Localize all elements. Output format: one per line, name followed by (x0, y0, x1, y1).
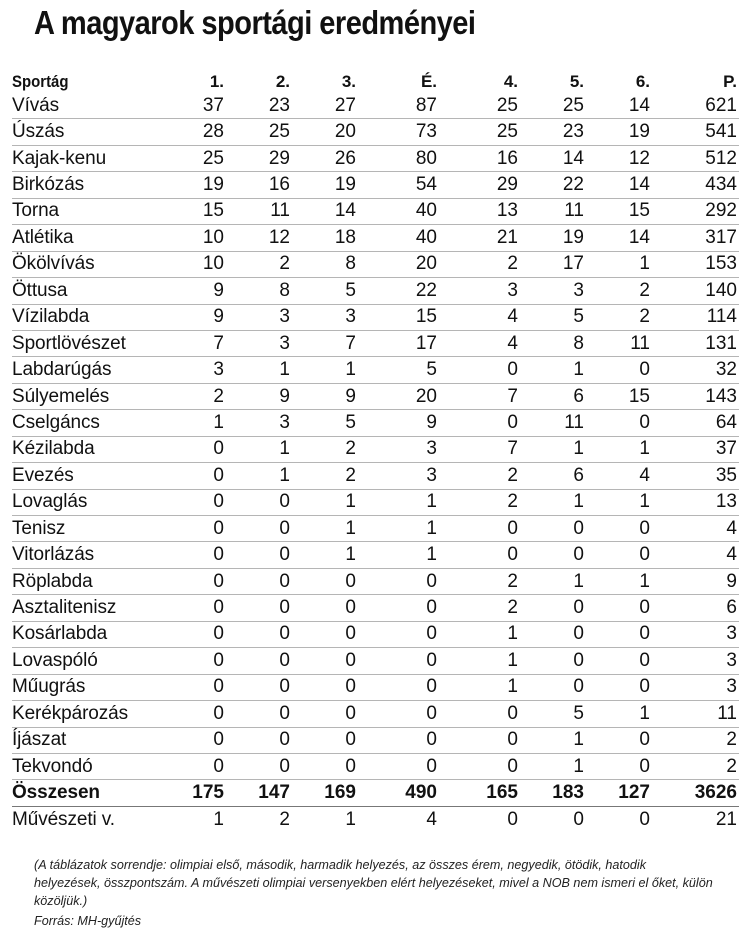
value-cell: 87 (358, 93, 439, 119)
value-cell: 1 (439, 621, 520, 647)
value-cell: 1 (520, 568, 586, 594)
value-cell: 37 (652, 436, 739, 462)
value-cell: 25 (226, 119, 292, 145)
value-cell: 0 (586, 595, 652, 621)
value-cell: 0 (226, 568, 292, 594)
value-cell: 14 (586, 93, 652, 119)
value-cell: 5 (358, 357, 439, 383)
value-cell: 10 (160, 251, 226, 277)
value-cell: 0 (226, 489, 292, 515)
value-cell: 17 (520, 251, 586, 277)
value-cell: 14 (292, 198, 358, 224)
value-cell: 0 (226, 516, 292, 542)
value-cell: 2 (439, 463, 520, 489)
value-cell: 19 (160, 172, 226, 198)
value-cell: 1 (586, 436, 652, 462)
value-cell: 1 (226, 463, 292, 489)
value-cell: 1 (439, 648, 520, 674)
value-cell: 7 (439, 383, 520, 409)
value-cell: 0 (439, 542, 520, 568)
column-header: 1. (209, 72, 224, 91)
value-cell: 0 (439, 727, 520, 753)
table-row (12, 463, 739, 489)
value-cell: 14 (586, 172, 652, 198)
sport-name-cell: Lovaspóló (12, 648, 160, 674)
value-cell: 0 (586, 357, 652, 383)
table-row (12, 489, 739, 515)
value-cell: 15 (586, 198, 652, 224)
sport-name-cell: Íjászat (12, 727, 160, 753)
value-cell: 1 (292, 489, 358, 515)
table-body (12, 93, 739, 832)
value-cell: 11 (586, 330, 652, 356)
value-cell: 18 (292, 225, 358, 251)
value-cell: 2 (439, 568, 520, 594)
value-cell: 80 (358, 145, 439, 171)
value-cell: 3 (652, 648, 739, 674)
value-cell: 1 (358, 516, 439, 542)
value-cell: 0 (358, 648, 439, 674)
value-cell: 2 (279, 808, 290, 830)
value-cell: 11 (520, 410, 586, 436)
value-cell: 1 (520, 753, 586, 779)
sport-name-cell: Birkózás (12, 172, 160, 198)
value-cell: 0 (520, 542, 586, 568)
value-cell: 6 (652, 595, 739, 621)
table-row (12, 568, 739, 594)
value-cell: 0 (358, 701, 439, 727)
value-cell: 0 (160, 568, 226, 594)
sport-name-cell: Labdarúgás (12, 357, 160, 383)
value-cell: 4 (439, 304, 520, 330)
value-cell: 0 (160, 489, 226, 515)
value-cell: 0 (226, 648, 292, 674)
value-cell: 1 (586, 701, 652, 727)
column-header: P. (723, 72, 737, 91)
sport-name-cell: Kajak-kenu (12, 145, 160, 171)
value-cell: 9 (160, 278, 226, 304)
value-cell: 54 (358, 172, 439, 198)
column-header-label: Sportág (12, 72, 69, 91)
value-cell: 40 (358, 225, 439, 251)
value-cell: 0 (226, 701, 292, 727)
sport-name-cell: Torna (12, 198, 160, 224)
column-header: 5. (569, 72, 584, 91)
value-cell: 4 (439, 330, 520, 356)
sport-name-cell: Művészeti v. (12, 808, 115, 830)
value-cell: 512 (652, 145, 739, 171)
column-header: 2. (275, 72, 290, 91)
sport-name-cell: Evezés (12, 463, 160, 489)
value-cell: 0 (292, 753, 358, 779)
sport-name-cell: Úszás (12, 119, 160, 145)
value-cell: 0 (292, 568, 358, 594)
value-cell: 13 (439, 198, 520, 224)
value-cell: 0 (226, 621, 292, 647)
value-cell: 1 (586, 251, 652, 277)
value-cell: 621 (652, 93, 739, 119)
value-cell: 0 (226, 542, 292, 568)
value-cell: 20 (292, 119, 358, 145)
value-cell: 1 (358, 542, 439, 568)
value-cell: 2 (439, 251, 520, 277)
value-cell: 3 (652, 674, 739, 700)
value-cell: 7 (292, 330, 358, 356)
value-cell: 0 (160, 753, 226, 779)
value-cell: 10 (160, 225, 226, 251)
value-cell: 0 (586, 753, 652, 779)
value-cell: 0 (160, 463, 226, 489)
value-cell: 3 (226, 304, 292, 330)
value-cell: 0 (439, 410, 520, 436)
sport-name-cell: Kézilabda (12, 436, 160, 462)
table-row (12, 648, 739, 674)
results-table (12, 67, 739, 832)
column-header: 6. (635, 72, 650, 91)
value-cell: 6 (520, 463, 586, 489)
value-cell: 11 (226, 198, 292, 224)
value-cell: 1 (292, 357, 358, 383)
table-row (12, 595, 739, 621)
value-cell: 490 (358, 780, 439, 806)
value-cell: 29 (226, 145, 292, 171)
value-cell: 0 (358, 674, 439, 700)
value-cell: 0 (507, 808, 518, 830)
sport-name-cell: Kosárlabda (12, 621, 160, 647)
art-row (12, 806, 739, 832)
table-row (12, 753, 739, 779)
value-cell: 7 (160, 330, 226, 356)
sport-name-cell: Összesen (12, 780, 160, 806)
table-row (12, 330, 739, 356)
value-cell: 143 (652, 383, 739, 409)
value-cell: 317 (652, 225, 739, 251)
value-cell: 0 (292, 727, 358, 753)
value-cell: 0 (358, 595, 439, 621)
value-cell: 3626 (652, 780, 739, 806)
table-row (12, 621, 739, 647)
value-cell: 28 (160, 119, 226, 145)
value-cell: 0 (520, 648, 586, 674)
sport-name-cell: Tekvondó (12, 753, 160, 779)
table-row (12, 542, 739, 568)
value-cell: 3 (226, 330, 292, 356)
table-row (12, 198, 739, 224)
value-cell: 40 (358, 198, 439, 224)
table-row (12, 436, 739, 462)
value-cell: 21 (715, 808, 737, 830)
value-cell: 1 (213, 808, 224, 830)
value-cell: 15 (358, 304, 439, 330)
value-cell: 0 (520, 516, 586, 542)
sport-name-cell: Atlétika (12, 225, 160, 251)
value-cell: 19 (292, 172, 358, 198)
value-cell: 0 (292, 595, 358, 621)
value-cell: 0 (586, 516, 652, 542)
sport-name-cell: Vitorlázás (12, 542, 160, 568)
value-cell: 0 (226, 727, 292, 753)
value-cell: 1 (358, 489, 439, 515)
value-cell: 147 (226, 780, 292, 806)
value-cell: 17 (358, 330, 439, 356)
value-cell: 175 (160, 780, 226, 806)
value-cell: 9 (226, 383, 292, 409)
value-cell: 14 (520, 145, 586, 171)
value-cell: 37 (160, 93, 226, 119)
value-cell: 0 (520, 621, 586, 647)
value-cell: 0 (292, 701, 358, 727)
value-cell: 1 (345, 808, 356, 830)
sport-name-cell: Ökölvívás (12, 251, 160, 277)
value-cell: 1 (160, 410, 226, 436)
value-cell: 23 (520, 119, 586, 145)
value-cell: 5 (520, 304, 586, 330)
value-cell: 3 (358, 436, 439, 462)
value-cell: 140 (652, 278, 739, 304)
value-cell: 541 (652, 119, 739, 145)
value-cell: 3 (160, 357, 226, 383)
sport-name-cell: Lovaglás (12, 489, 160, 515)
value-cell: 292 (652, 198, 739, 224)
value-cell: 4 (652, 516, 739, 542)
value-cell: 1 (520, 357, 586, 383)
value-cell: 5 (292, 278, 358, 304)
table-row (12, 304, 739, 330)
value-cell: 2 (586, 304, 652, 330)
value-cell: 0 (160, 436, 226, 462)
value-cell: 9 (292, 383, 358, 409)
value-cell: 183 (520, 780, 586, 806)
value-cell: 0 (292, 648, 358, 674)
value-cell: 169 (292, 780, 358, 806)
value-cell: 4 (652, 542, 739, 568)
column-header: 4. (503, 72, 518, 91)
sport-name-cell: Öttusa (12, 278, 160, 304)
value-cell: 19 (520, 225, 586, 251)
value-cell: 6 (520, 383, 586, 409)
value-cell: 0 (160, 701, 226, 727)
source-note: Forrás: MH-gyűjtés (34, 914, 142, 928)
value-cell: 12 (226, 225, 292, 251)
value-cell: 1 (292, 516, 358, 542)
value-cell: 27 (292, 93, 358, 119)
table-row (12, 410, 739, 436)
value-cell: 127 (586, 780, 652, 806)
column-header (12, 67, 160, 93)
value-cell: 12 (586, 145, 652, 171)
value-cell: 15 (586, 383, 652, 409)
value-cell: 73 (358, 119, 439, 145)
value-cell: 1 (586, 568, 652, 594)
value-cell: 2 (292, 436, 358, 462)
value-cell: 0 (439, 516, 520, 542)
sport-name-cell: Sportlövészet (12, 330, 160, 356)
value-cell: 0 (358, 621, 439, 647)
value-cell: 165 (439, 780, 520, 806)
table-row (12, 225, 739, 251)
value-cell: 0 (573, 808, 584, 830)
table-row (12, 251, 739, 277)
value-cell: 8 (520, 330, 586, 356)
table-row (12, 727, 739, 753)
value-cell: 7 (439, 436, 520, 462)
value-cell: 0 (358, 753, 439, 779)
value-cell: 0 (160, 595, 226, 621)
value-cell: 1 (226, 436, 292, 462)
value-cell: 9 (160, 304, 226, 330)
value-cell: 32 (652, 357, 739, 383)
value-cell: 0 (586, 542, 652, 568)
table-row (12, 674, 739, 700)
value-cell: 2 (652, 727, 739, 753)
sport-name-cell: Cselgáncs (12, 410, 160, 436)
sport-name-cell: Vívás (12, 93, 160, 119)
value-cell: 13 (652, 489, 739, 515)
sport-name-cell: Röplabda (12, 568, 160, 594)
sport-name-cell: Asztalitenisz (12, 595, 160, 621)
value-cell: 25 (439, 93, 520, 119)
value-cell: 0 (439, 701, 520, 727)
value-cell: 9 (652, 568, 739, 594)
page-title: A magyarok sportági eredményei (34, 4, 476, 41)
value-cell: 0 (160, 727, 226, 753)
table-row (12, 93, 739, 119)
value-cell: 0 (226, 595, 292, 621)
value-cell: 35 (652, 463, 739, 489)
value-cell: 2 (226, 251, 292, 277)
header-row (12, 67, 739, 93)
value-cell: 1 (292, 542, 358, 568)
value-cell: 3 (226, 410, 292, 436)
value-cell: 1 (520, 436, 586, 462)
value-cell: 0 (292, 674, 358, 700)
value-cell: 0 (439, 753, 520, 779)
sport-name-cell: Súlyemelés (12, 383, 160, 409)
value-cell: 2 (439, 595, 520, 621)
value-cell: 26 (292, 145, 358, 171)
value-cell: 14 (586, 225, 652, 251)
value-cell: 2 (586, 278, 652, 304)
value-cell: 1 (586, 489, 652, 515)
value-cell: 23 (226, 93, 292, 119)
value-cell: 2 (439, 489, 520, 515)
table-row (12, 357, 739, 383)
value-cell: 0 (439, 357, 520, 383)
value-cell: 2 (160, 383, 226, 409)
value-cell: 16 (439, 145, 520, 171)
sport-name-cell: Vízilabda (12, 304, 160, 330)
value-cell: 3 (652, 621, 739, 647)
value-cell: 0 (520, 674, 586, 700)
value-cell: 25 (520, 93, 586, 119)
table-row (12, 119, 739, 145)
table-row (12, 278, 739, 304)
value-cell: 64 (652, 410, 739, 436)
total-row (12, 780, 739, 806)
sport-name-cell: Kerékpározás (12, 701, 160, 727)
value-cell: 131 (652, 330, 739, 356)
table-row (12, 145, 739, 171)
value-cell: 11 (520, 198, 586, 224)
value-cell: 2 (652, 753, 739, 779)
footnote: (A táblázatok sorrendje: olimpiai első, második, harmadik helyezés, az összes érem, negyedik, ötödik, hatodik helyezések, összpontszám. A művészeti olimpiai versenyekben elért helyezéseket, mivel a NOB nem ismeri el őket, külön közöljük.) (34, 858, 713, 908)
value-cell: 21 (439, 225, 520, 251)
value-cell: 0 (586, 621, 652, 647)
value-cell: 0 (520, 595, 586, 621)
value-cell: 5 (520, 701, 586, 727)
value-cell: 8 (226, 278, 292, 304)
value-cell: 20 (358, 383, 439, 409)
value-cell: 20 (358, 251, 439, 277)
value-cell: 153 (652, 251, 739, 277)
table-row (12, 701, 739, 727)
value-cell: 22 (520, 172, 586, 198)
value-cell: 0 (586, 410, 652, 436)
value-cell: 2 (292, 463, 358, 489)
table-row (12, 383, 739, 409)
value-cell: 0 (226, 674, 292, 700)
value-cell: 8 (292, 251, 358, 277)
value-cell: 0 (358, 568, 439, 594)
sport-name-cell: Tenisz (12, 516, 160, 542)
value-cell: 22 (358, 278, 439, 304)
value-cell: 0 (586, 727, 652, 753)
column-header: 3. (341, 72, 356, 91)
value-cell: 0 (226, 753, 292, 779)
value-cell: 25 (160, 145, 226, 171)
value-cell: 0 (586, 648, 652, 674)
value-cell: 434 (652, 172, 739, 198)
value-cell: 0 (160, 516, 226, 542)
value-cell: 4 (586, 463, 652, 489)
value-cell: 9 (358, 410, 439, 436)
sport-name-cell: Műugrás (12, 674, 160, 700)
value-cell: 0 (292, 621, 358, 647)
value-cell: 0 (586, 674, 652, 700)
table-row (12, 516, 739, 542)
value-cell: 4 (426, 808, 437, 830)
value-cell: 1 (520, 489, 586, 515)
column-header: É. (420, 72, 437, 91)
value-cell: 29 (439, 172, 520, 198)
value-cell: 0 (358, 727, 439, 753)
value-cell: 25 (439, 119, 520, 145)
value-cell: 1 (226, 357, 292, 383)
value-cell: 3 (358, 463, 439, 489)
value-cell: 0 (160, 542, 226, 568)
value-cell: 0 (160, 648, 226, 674)
value-cell: 16 (226, 172, 292, 198)
value-cell: 5 (292, 410, 358, 436)
value-cell: 3 (520, 278, 586, 304)
value-cell: 3 (292, 304, 358, 330)
value-cell: 0 (160, 674, 226, 700)
table-row (12, 172, 739, 198)
value-cell: 0 (160, 621, 226, 647)
value-cell: 1 (439, 674, 520, 700)
value-cell: 19 (586, 119, 652, 145)
value-cell: 15 (160, 198, 226, 224)
value-cell: 114 (652, 304, 739, 330)
value-cell: 1 (520, 727, 586, 753)
value-cell: 3 (439, 278, 520, 304)
value-cell: 0 (639, 808, 650, 830)
value-cell: 11 (652, 701, 739, 727)
